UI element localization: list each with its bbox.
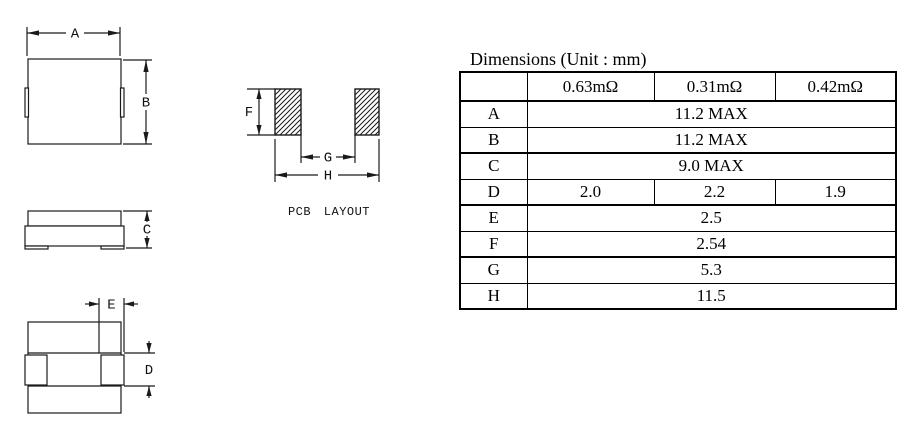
table-header-row [460, 72, 896, 101]
arrow-up-icon [256, 89, 261, 99]
arrow-up-icon [143, 60, 148, 72]
arrow-down-icon [143, 132, 148, 144]
pcb-left-pad [275, 89, 301, 135]
bottom-view-drawing [25, 298, 155, 414]
row-label: D [460, 179, 527, 205]
arrow-left-icon [124, 301, 134, 306]
dim-label-b: B [141, 95, 151, 112]
dim-b [123, 60, 152, 144]
table-row-g [460, 257, 896, 283]
arrow-right-icon [108, 30, 120, 35]
row-value: 11.2 MAX [527, 101, 896, 127]
row-label: F [460, 231, 527, 257]
table-row-a [460, 101, 896, 127]
dim-f [245, 89, 275, 135]
pcb-right-pad [355, 89, 379, 135]
dim-c [123, 211, 152, 248]
col-header-063mohm: 0.63mΩ [527, 72, 654, 101]
row-value: 2.2 [654, 179, 775, 205]
row-label: E [460, 205, 527, 231]
row-value: 1.9 [775, 179, 896, 205]
left-terminal-tab [25, 88, 29, 117]
arrow-up-icon [146, 386, 151, 396]
table-row-h [460, 283, 896, 309]
dim-g [301, 135, 355, 167]
arrow-down-icon [256, 125, 261, 135]
pcb-layout-caption: PCB LAYOUT [287, 205, 371, 219]
dim-label-d: D [144, 363, 154, 379]
row-value: 2.5 [527, 205, 896, 231]
table-row-c [460, 153, 896, 179]
dim-label-h: H [323, 168, 333, 185]
row-label: G [460, 257, 527, 283]
top-view-drawing [25, 27, 152, 145]
component-body-side-view [25, 226, 124, 246]
right-terminal-tab [121, 88, 125, 117]
left-foot-terminal [25, 246, 48, 249]
arrow-down-icon [146, 343, 151, 353]
row-value: 2.0 [527, 179, 654, 205]
table-title: Dimensions (Unit : mm) [470, 49, 647, 69]
row-label: C [460, 153, 527, 179]
row-value: 11.5 [527, 283, 896, 309]
dimensions-table [459, 71, 897, 310]
row-label: B [460, 127, 527, 153]
dim-a [27, 27, 120, 57]
side-view-drawing [25, 211, 152, 249]
dim-d [124, 341, 155, 398]
pcb-layout-drawing [245, 89, 379, 219]
arrow-up-icon [144, 211, 149, 221]
table-row-e [460, 205, 896, 231]
dim-label-a: A [70, 26, 80, 43]
table-row-d [460, 179, 896, 205]
arrow-right-icon [367, 172, 379, 177]
table-row-b [460, 127, 896, 153]
component-body-top-view [28, 59, 121, 144]
dim-label-f: F [244, 105, 254, 121]
row-value: 9.0 MAX [527, 153, 896, 179]
arrow-left-icon [275, 172, 287, 177]
arrow-right-icon [343, 154, 355, 159]
col-header-031mohm: 0.31mΩ [654, 72, 775, 101]
arrow-down-icon [144, 238, 149, 248]
dim-label-c: C [142, 222, 152, 239]
right-pad-bottom-view [101, 355, 124, 385]
row-value: 2.54 [527, 231, 896, 257]
left-pad-bottom-view [25, 355, 47, 385]
dim-label-g: G [323, 150, 333, 167]
arrow-left-icon [27, 30, 39, 35]
dim-label-e: E [107, 297, 116, 314]
table-row-f [460, 231, 896, 257]
row-value: 5.3 [527, 257, 896, 283]
component-lid-side-view [28, 211, 121, 226]
arrow-right-icon [89, 301, 99, 306]
row-value: 11.2 MAX [527, 127, 896, 153]
row-label: H [460, 283, 527, 309]
row-label: A [460, 101, 527, 127]
mechanical-drawings [0, 0, 440, 445]
table-corner-cell [460, 72, 527, 101]
right-foot-terminal [101, 246, 124, 249]
col-header-042mohm: 0.42mΩ [775, 72, 896, 101]
arrow-left-icon [301, 154, 313, 159]
